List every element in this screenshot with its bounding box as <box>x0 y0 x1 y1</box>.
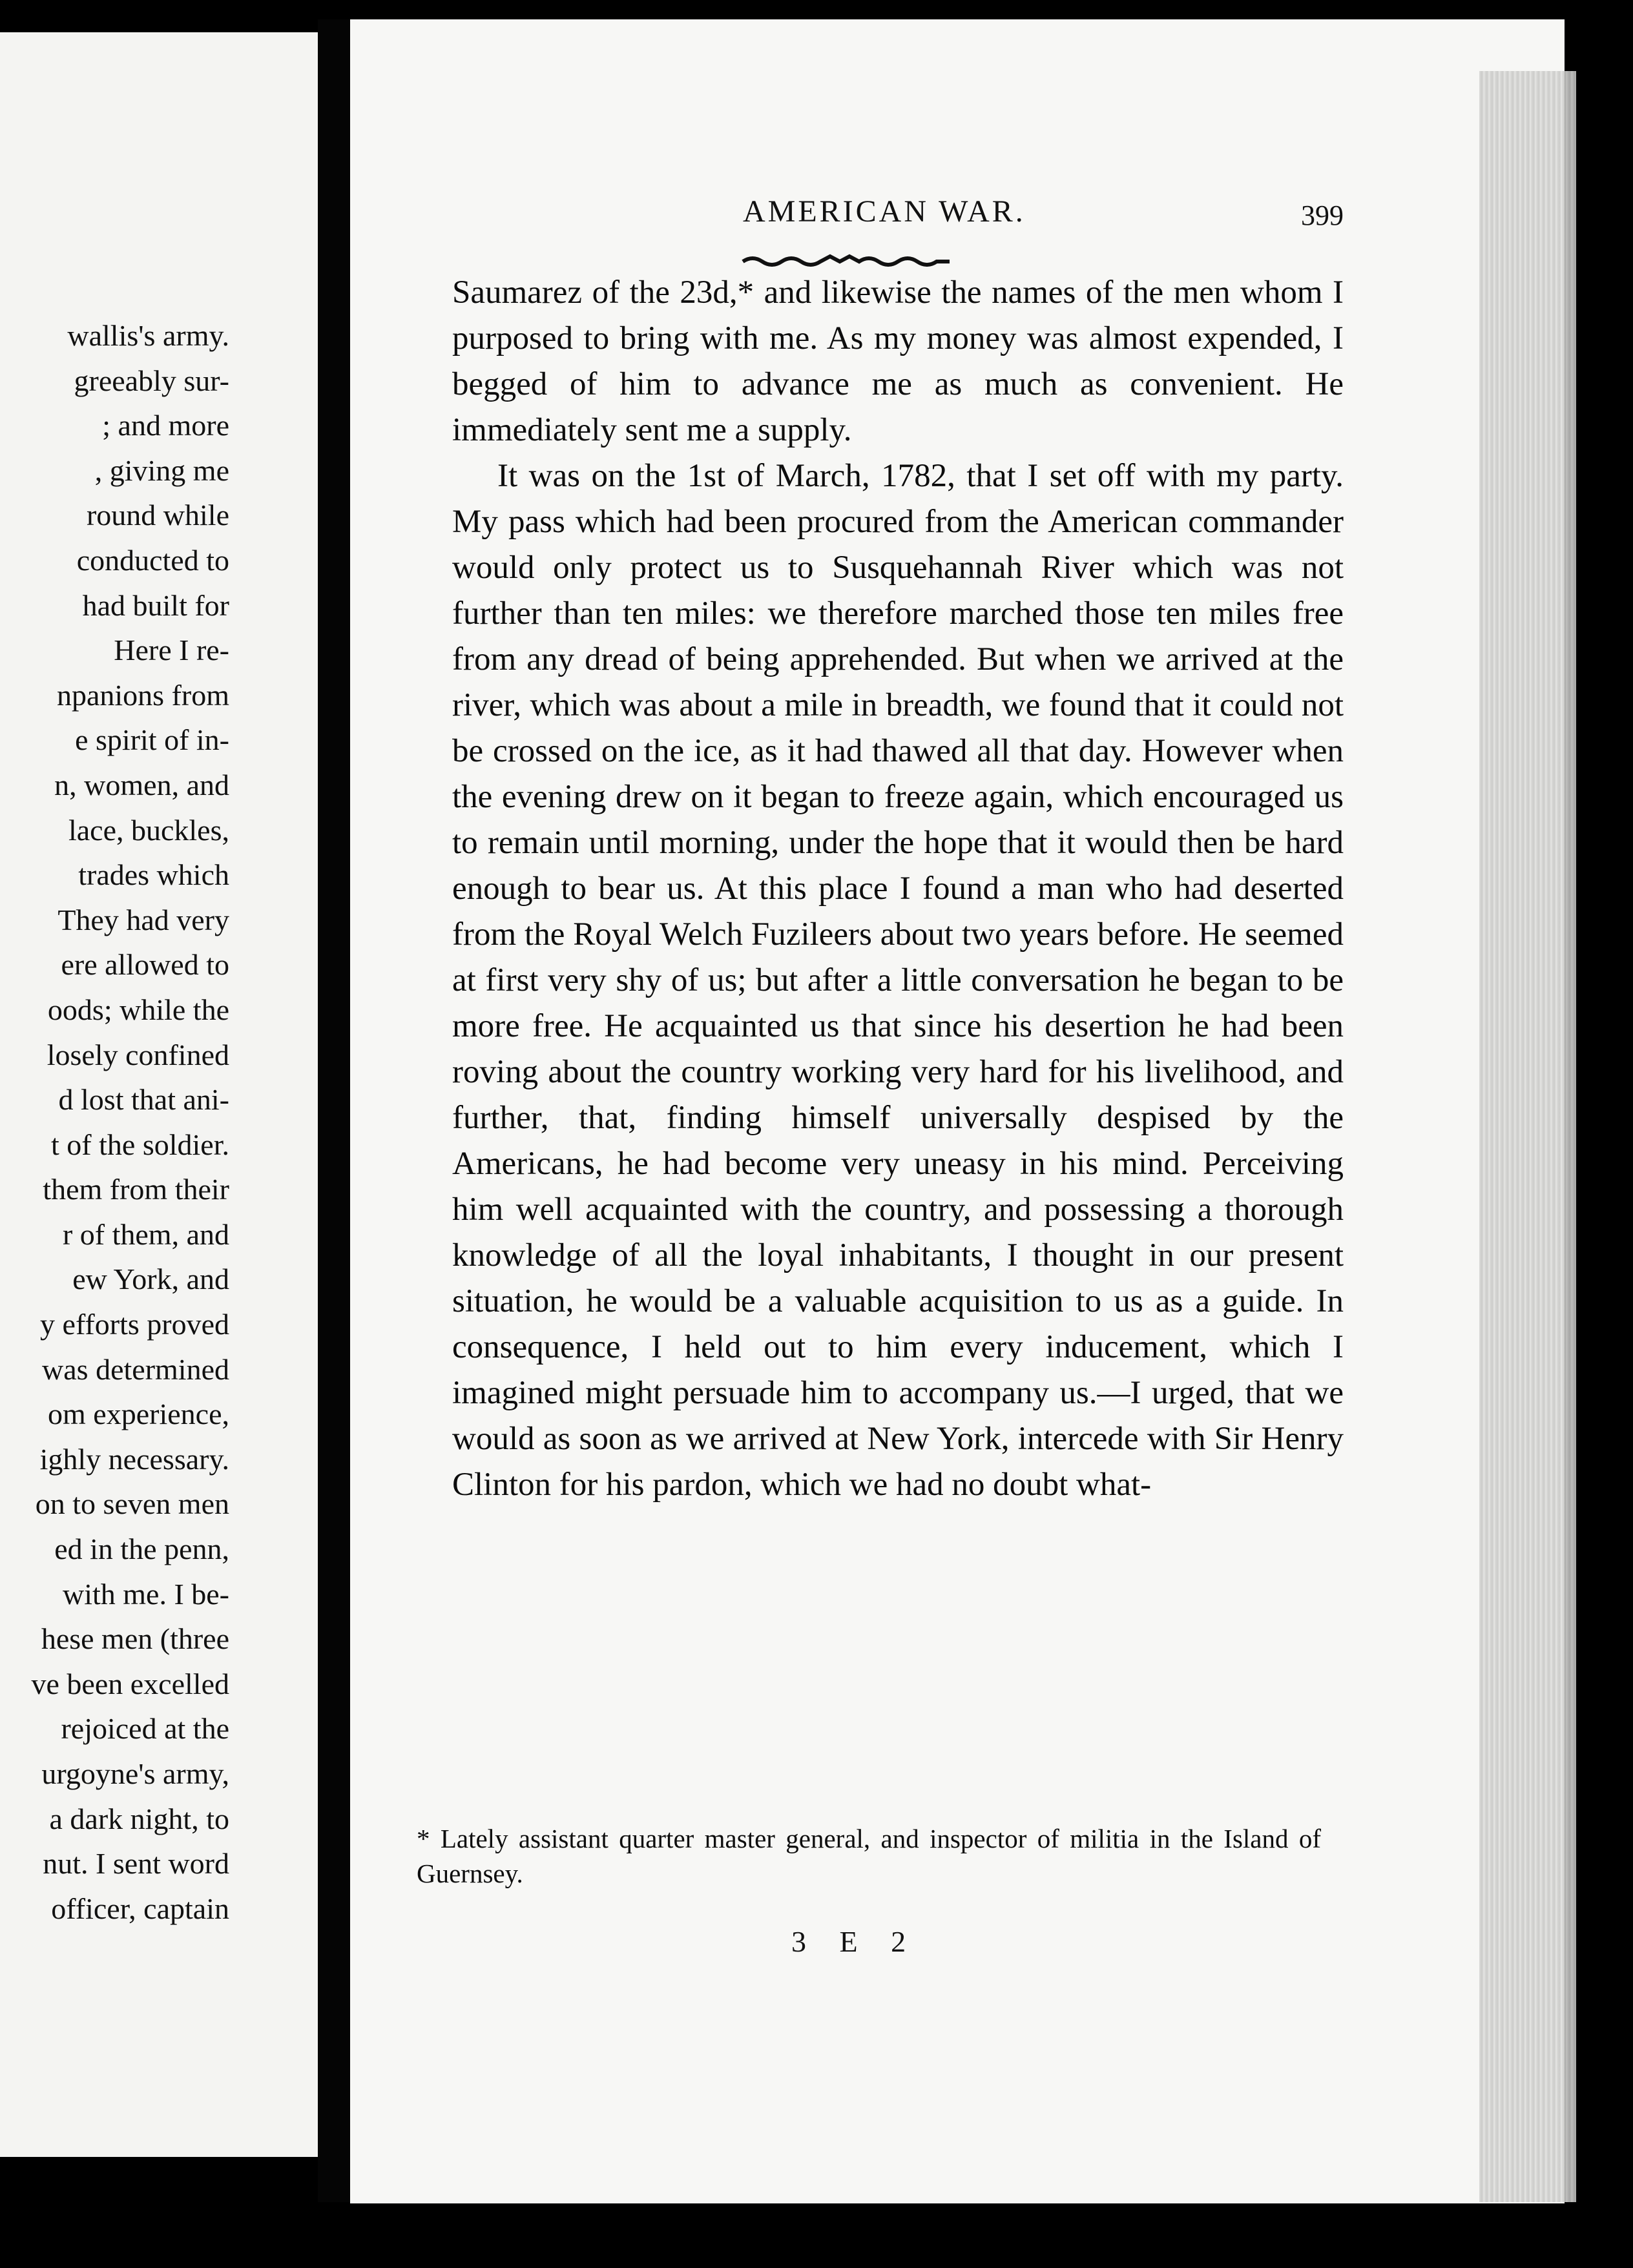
previous-page-line: was determined <box>42 1352 229 1386</box>
previous-page-line: with me. I be- <box>62 1577 229 1611</box>
previous-page-line: trades which <box>78 858 229 892</box>
previous-page-line: Here I re- <box>114 634 229 667</box>
previous-page-line: losely confined <box>47 1038 229 1071</box>
running-title: AMERICAN WAR. <box>743 194 1026 229</box>
signature-mark: 3 E 2 <box>791 1925 919 1958</box>
previous-page-line: rejoiced at the <box>61 1712 229 1746</box>
previous-page-line: om experience, <box>48 1397 229 1431</box>
previous-page-line: ere allowed to <box>61 948 229 982</box>
previous-page-line: r of them, and <box>62 1217 229 1251</box>
header-ornament <box>740 254 953 269</box>
previous-page-line: npanions from <box>56 678 229 712</box>
previous-page-line: greeably sur- <box>74 364 229 397</box>
previous-page-text <box>0 313 229 1931</box>
paragraph: It was on the 1st of March, 1782, that I set off with my party. My pass which had been procured from the American commander would only protect us to Susquehannah River which was not further than ten miles: we therefore marched those ten miles free from any dread of being apprehended. But when we arrived at the river, which was about a mile in breadth, we found that it could not be crossed on the ice, as it had thawed all that day. However when the evening drew on it began to freeze again, which encouraged us to remain until morning, under the hope that it would then be hard enough to bear us. At this place I found a man who had deserted from the Royal Welch Fuzileers about two years before. He seemed at first very shy of us; but after a little conversation he began to be more free. He acquainted us that since his desertion he had been roving about the country working very hard for his livelihood, and further, that, finding himself universally despised by the Americans, he had become very uneasy in his mind. Perceiving him well acquainted with the country, and possessing a thorough knowledge of all the loyal inhabitants, I thought in our present situation, he would be a valuable acquisition to us as a guide. In consequence, I held out to him every inducement, which I imagined might persuade him to accompany us.—I urged, that we would as soon as we arrived at New York, intercede with Sir Henry Clinton for his pardon, which we had no doubt what- <box>452 458 1344 1503</box>
previous-page-line: wallis's army. <box>67 319 229 352</box>
previous-page-line: , giving me <box>94 453 229 487</box>
paragraph: Saumarez of the 23d,* and likewise the names of the men whom I purposed to bring with me. As my money was almost expended, I begged of him to advance me as much as convenient. He immediately sent me a supply. <box>452 274 1344 448</box>
footnote: * Lately assistant quarter master general, and inspector of militia in the Island of Guernsey. <box>417 1824 1321 1888</box>
previous-page-line: round while <box>86 499 229 532</box>
previous-page-line: urgoyne's army, <box>41 1757 229 1790</box>
previous-page-line: lace, buckles, <box>68 813 229 847</box>
previous-page-line: oods; while the <box>47 993 229 1026</box>
previous-page-line: hese men (three <box>41 1622 229 1656</box>
previous-page-line: ew York, and <box>72 1263 229 1296</box>
previous-page-line: e spirit of in- <box>75 723 229 757</box>
page-edges <box>1479 71 1576 2202</box>
previous-page-line: had built for <box>82 588 229 622</box>
previous-page-line: They had very <box>57 903 229 936</box>
previous-page-line: conducted to <box>76 543 229 577</box>
previous-page-line: d lost that ani- <box>58 1083 229 1117</box>
page-number: 399 <box>1301 200 1344 231</box>
previous-page-line: them from their <box>43 1173 229 1206</box>
previous-page-line: a dark night, to <box>49 1802 229 1835</box>
page-header <box>743 194 1344 252</box>
previous-page-line: ; and more <box>102 409 229 442</box>
previous-page-line: t of the soldier. <box>51 1128 229 1161</box>
previous-page-line: nut. I sent word <box>43 1847 229 1881</box>
previous-page-line: ed in the penn, <box>54 1532 229 1566</box>
previous-page-line: y efforts proved <box>40 1308 229 1341</box>
previous-page-line: ve been excelled <box>31 1667 229 1700</box>
previous-page-line: on to seven men <box>35 1487 229 1521</box>
body-text <box>452 270 1344 1508</box>
previous-page <box>0 32 318 2157</box>
previous-page-line: officer, captain <box>51 1892 229 1925</box>
book-gutter <box>318 19 350 2202</box>
previous-page-line: ighly necessary. <box>39 1442 229 1476</box>
previous-page-line: n, women, and <box>54 768 229 801</box>
